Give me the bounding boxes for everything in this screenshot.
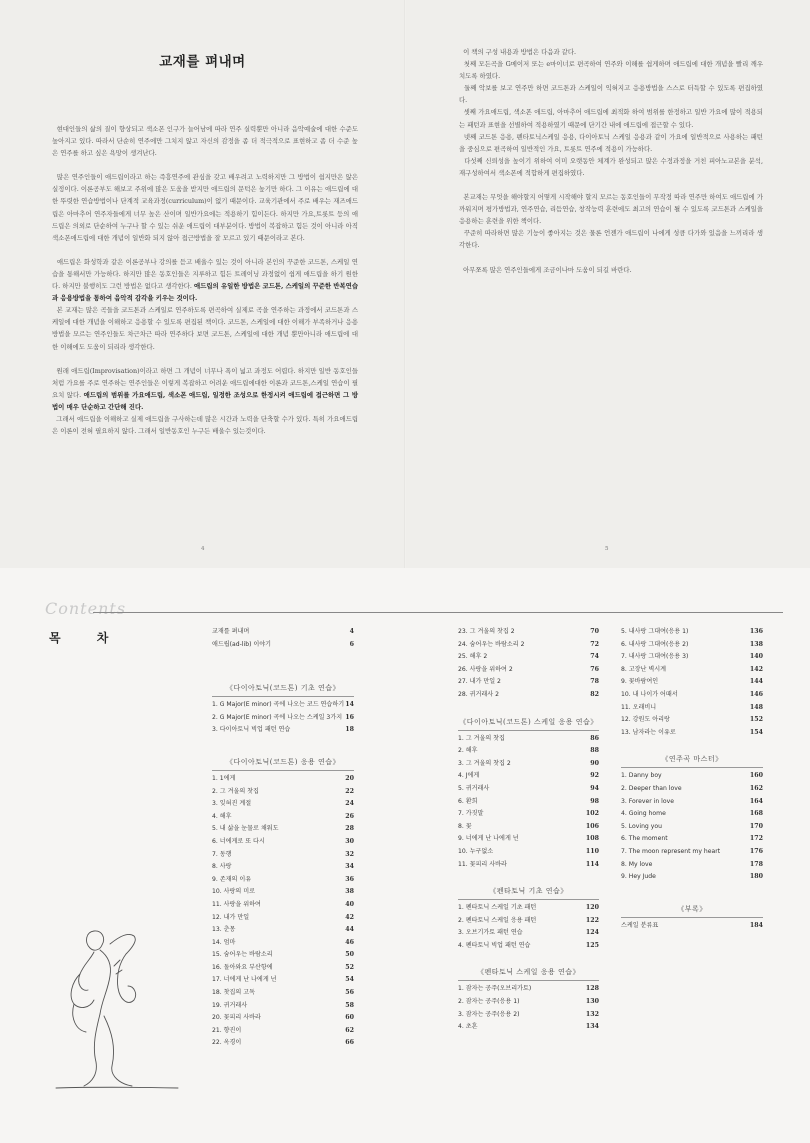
toc-entry-page: 154 [749,728,763,736]
toc-entry-title: 2. 해후 [458,747,478,755]
toc-entry-title: 3. 그 겨울의 찻집 2 [458,759,511,767]
toc-entry[interactable] [621,714,763,727]
saxophone-player-illustration [50,920,180,1090]
toc-column-2 [458,626,599,1034]
toc-entry-page: 60 [345,1014,354,1022]
toc-entry-title: 26. 사랑을 위하여 2 [458,665,513,673]
toc-entry-title: 4. Going home [621,810,666,818]
toc-entry-title: 애드립(ad-lib) 이야기 [212,640,272,648]
toc-entry-title: 14. 엄마 [212,938,236,946]
toc-entry-title: 4. 펜타토닉 빅업 패턴 연습 [458,941,531,949]
toc-entry-title: 1. 그 겨울의 찻집 [458,734,505,742]
toc-entry[interactable] [621,796,763,809]
toc-entry-title: 11. 오래비니 [621,703,657,711]
toc-entry-page: 36 [345,875,354,883]
toc-entry-title: 24. 숨어우는 바람소리 2 [458,640,525,648]
toc-entry-title: 9. Hey Jude [621,873,656,881]
toc-entry[interactable] [212,962,354,975]
toc-spacer [458,871,599,883]
toc-entry[interactable] [458,770,599,783]
toc-entry[interactable] [458,996,599,1009]
toc-entry[interactable] [212,811,354,824]
toc-entry[interactable] [212,899,354,912]
toc-entry-page: 152 [749,716,763,724]
toc-entry-page: 184 [749,921,763,929]
toc-entry[interactable] [212,937,354,950]
toc-section-rule [621,767,763,768]
preface-right-page [405,0,810,568]
toc-entry-page: 144 [749,678,763,686]
toc-entry-title: 7. 내사랑 그대여(응용 3) [621,653,689,661]
toc-entry-page: 52 [345,963,354,971]
toc-spacer [212,737,354,754]
toc-entry[interactable] [458,808,599,821]
toc-entry-page: 140 [749,653,763,661]
toc-entry[interactable] [458,639,599,652]
toc-entry[interactable] [621,639,763,652]
toc-entry-title: 2. 펜타토닉 스케일 응용 패턴 [458,916,537,924]
toc-heading: 목 차 [49,631,125,645]
toc-entry-title: 10. 사랑의 미로 [212,888,255,896]
toc-entry[interactable] [458,758,599,771]
toc-entry-page: 30 [345,837,354,845]
toc-entry-page: 82 [590,690,599,698]
toc-entry-title: 12. 내가 만일 [212,913,250,921]
toc-entry-page: 18 [345,726,354,734]
toc-section-rule [212,696,354,697]
toc-entry-page: 142 [749,665,763,673]
toc-entry-page: 32 [345,850,354,858]
toc-entry-page: 122 [585,916,599,924]
toc-entry-page: 132 [585,1010,599,1018]
toc-entry-page: 16 [345,713,354,721]
toc-entry-title: 19. 귀거래사 [212,1001,248,1009]
toc-entry-title: 7. The moon represent my heart [621,847,721,855]
toc-column-1 [212,626,354,1050]
toc-entry-title: 8. My love [621,860,653,868]
toc-entry-page: 72 [590,640,599,648]
contents-script-heading: Contents [45,599,127,618]
toc-entry[interactable] [621,689,763,702]
toc-entry-page: 66 [345,1039,354,1047]
toc-entry[interactable] [621,664,763,677]
toc-entry[interactable] [458,821,599,834]
toc-entry-title: 9. 존재의 이유 [212,875,252,883]
toc-entry[interactable] [621,651,763,664]
toc-section-title: 《펜타토닉 기초 연습》 [489,887,568,896]
toc-entry-page: 130 [585,998,599,1006]
toc-entry-title: 5. 내 삶을 눈물로 채워도 [212,825,279,833]
toc-entry[interactable] [212,987,354,1000]
toc-entry-page: 38 [345,888,354,896]
toc-entry-title: 1. 1에게 [212,774,236,782]
toc-section-title: 《다이아토닉(코드톤) 응용 연습》 [225,757,341,766]
toc-spacer [458,702,599,714]
toc-entry-title: 4. J에게 [458,772,480,780]
toc-entry-page: 176 [749,847,763,855]
toc-section-title: 《다이아토닉(코드톤) 기초 연습》 [225,684,341,693]
toc-entry[interactable] [458,796,599,809]
toc-entry-page: 42 [345,913,354,921]
preface-left-body [52,123,358,449]
toc-entry-title: 1. Danny boy [621,772,662,780]
toc-entry[interactable] [212,912,354,925]
toc-entry-page: 106 [585,822,599,830]
toc-entry[interactable] [458,664,599,677]
toc-entry[interactable] [458,983,599,996]
toc-entry-title: 3. 오브기가토 패턴 연습 [458,929,523,937]
toc-entry-title: 12. 강원도 아리랑 [621,716,670,724]
toc-entry-title: 28. 귀거래사 2 [458,690,499,698]
toc-entry-title: 3. 잠자는 공주(응용 2) [458,1010,520,1018]
toc-entry-title: 6. 너에게로 또 다시 [212,837,265,845]
toc-entry-page: 88 [590,747,599,755]
toc-entry-title: 4. 초혼 [458,1023,478,1031]
toc-entry-title: 6. 내사랑 그대여(응용 2) [621,640,689,648]
toc-entry-title: 8. 고장난 벽시계 [621,665,667,673]
toc-entry-title: 8. 사랑 [212,863,232,871]
toc-entry[interactable] [212,639,354,652]
toc-entry-page: 20 [345,774,354,782]
toc-entry-title: 4. 해후 [212,812,232,820]
toc-column-3 [621,626,763,932]
toc-entry[interactable] [621,702,763,715]
toc-entry-title: 13. 남자라는 이유로 [621,728,676,736]
toc-entry-title: 3. 다이아토닉 빅업 패턴 연습 [212,726,291,734]
toc-entry-title: 2. G Major(E minor) 곡에 나오는 스케일 3가지 [212,713,343,721]
toc-entry[interactable] [621,783,763,796]
toc-entry-title: 6. The moment [621,835,668,843]
toc-entry-title: 23. 그 겨울의 찻집 2 [458,628,515,635]
toc-entry-page: 46 [345,938,354,946]
toc-entry[interactable] [458,927,599,940]
preface-emphasis: 애드립의 유일한 방법은 코드톤, 스케일의 꾸준한 반복연습과 응용방법을 통하여 음악적 감각을 키우는 것이다. [52,282,359,303]
toc-entry-title: 15. 숨어우는 바람소리 [212,951,273,959]
toc-entry[interactable] [458,940,599,953]
toc-entry[interactable] [458,676,599,689]
toc-section-rule [621,917,763,918]
toc-spacer [621,739,763,751]
toc-entry-title: 5. 내사랑 그대여(응용 1) [621,628,689,635]
toc-entry[interactable] [212,1012,354,1025]
preface-paragraph: 아무쪼록 많은 연주인들에게 조금이나마 도움이 되길 바란다. [459,265,632,274]
toc-entry-page: 108 [585,835,599,843]
toc-entry[interactable] [458,915,599,928]
preface-paragraph: 본교재는 무엇을 해야할지 어떻게 시작해야 할지 모르는 동호인들이 무작정 따라 연주만 하여도 애드립에 가까워지며 평가방법과, 연주연습, 리듬연습, 창작능력 훈련에도 최고의 연습이 될 수 있도록 코드톤과 스케일을 응용하는 훈련을 위한 책이다. 꾸준히 따라하면 많은 기능이 좋아지는 것은 물론 언젠가 애드립이 나에게 성큼 다가와 있음을 느끼리라 생각한다. [459,193,763,250]
preface-paragraph: 원래 애드립(Improvisation)이라고 하면 그 개념이 너무나 폭이 넓고 과정도 어렵다. 하지만 일반 동호인들처럼 가요를 주로 연주하는 연주인들은 이렇게 복잡하고 어려운 애드립에대한 이론과 코드톤,스케일 연습이 필요치 않다. 애드립의 범위를 가요애드립, 색소폰 애드립, 일정한 조성으로 한정시켜 애드립에 접근하면 그 방법이 매우 단순하고 간단해 진다. [52,366,358,411]
toc-entry-title: 9. 꽃바람여인 [621,678,659,686]
toc-entry-page: 56 [345,989,354,997]
toc-entry-page: 70 [590,628,599,635]
toc-entry-page: 178 [749,860,763,868]
toc-entry-title: 스케일 분류표 [621,921,659,929]
toc-entry-page: 146 [749,690,763,698]
toc-entry-title: 11. 사랑을 위하여 [212,900,261,908]
toc-entry-title: 16. 돌아와요 부산항에 [212,963,273,971]
toc-entry-page: 50 [345,951,354,959]
contents-rule [93,612,783,613]
toc-entry-page: 120 [585,904,599,912]
toc-section-title: 《다이아토닉(코드톤) 스케일 응용 연습》 [459,717,598,726]
toc-entry-page: 125 [585,941,599,949]
toc-entry-title: 5. 귀거래사 [458,784,490,792]
page-number-left: 4 [201,546,205,552]
toc-entry[interactable] [458,833,599,846]
toc-entry-page: 62 [345,1026,354,1034]
preface-paragraph: 본 교재는 많은 곡들을 코드톤과 스케일로 연주하도록 편곡하여 실제로 곡을 연주하는 과정에서 코드톤과 스케일에 대한 개념을 이해하고 응용할 수 있도록 편집된 책이다. 코드톤, 스케일에 대한 이해가 부족하거나 응용방법을 모르는 연주인들도 차근차근 따라 연주하다 보면 코드톤, 스케일에 대한 개념 뿐만아니라 애드립에 대한 이해에도 도움이 되리라 생각한다. [52,306,358,351]
toc-entry[interactable] [212,823,354,836]
toc-section-title: 《펜타토닉 스케일 응용 연습》 [476,968,581,977]
toc-entry[interactable] [212,974,354,987]
toc-section-rule [458,980,599,981]
toc-entry-title: 2. Deeper than love [621,784,682,792]
toc-entry-title: 21. 향진이 [212,1026,242,1034]
toc-entry-page: 124 [585,929,599,937]
toc-entry-page: 102 [585,810,599,818]
toc-entry[interactable] [458,733,599,746]
page-number-right: 5 [605,546,609,552]
toc-entry[interactable] [212,626,354,639]
toc-entry-page: 160 [749,772,763,780]
toc-entry-page: 136 [749,628,763,635]
toc-entry[interactable] [621,871,763,884]
toc-section-rule [458,730,599,731]
toc-section-title: 《부록》 [677,904,707,913]
toc-entry-title: 7. 동행 [212,850,232,858]
toc-entry[interactable] [212,773,354,786]
toc-entry-page: 164 [749,797,763,805]
toc-entry[interactable] [621,821,763,834]
preface-title: 교재를 펴내며 [159,54,246,70]
toc-entry[interactable] [212,886,354,899]
toc-entry[interactable] [212,836,354,849]
toc-entry[interactable] [212,849,354,862]
toc-spacer [212,668,354,680]
toc-entry-page: 114 [585,860,599,868]
toc-entry-title: 17. 너에게 난 나에게 넌 [212,976,277,984]
toc-entry-page: 168 [749,810,763,818]
toc-spacer [458,952,599,964]
preface-paragraph: 이 책의 구성 내용과 방법은 다음과 같다. 첫째 모든곡을 G메이저 또는 e마이너로 편곡하여 연주와 이해를 쉽게하며 애드립에 대한 개념을 빨리 깨우치도록 하였다. 둘째 악보를 보고 연주만 하면 코드톤과 스케일이 익혀지고 응용방법을 스스로 터득할 수 있도록 편집하였다. 셋째 가요애드립, 색소폰 애드립, 아마추어 애드립에 최적화 하여 범위를 한정하고 일반 가요에 많이 적용되는 패턴과 표현을 선별하여 적용하였기 때문에 단기간 내에 애드립에 접근할 수 있다. 넷째 코드톤 응용, 펜타토닉스케일 응용, 다이아토닉 스케일 응용과 같이 가요에 일반적으로 사용하는 패턴을 중심으로 편곡하여 일반적인 가요, 트롯트 연주에 적용이 가능하다. 다섯째 신뢰성을 높이기 위하여 이미 오랫동안 체계가 완성되고 많은 수정과정을 거친 피아노교본을 분석, 재구성하여서 색소폰에 적합하게 편집하였다. [459,48,763,177]
toc-entry-page: 14 [345,701,354,709]
toc-entry[interactable] [212,1037,354,1050]
toc-entry-page: 170 [749,822,763,830]
toc-entry-page: 4 [349,628,354,635]
toc-entry-page: 58 [345,1001,354,1009]
toc-entry[interactable] [458,745,599,758]
toc-entry-page: 86 [590,734,599,742]
toc-spacer [621,884,763,901]
toc-entry[interactable] [621,727,763,740]
toc-entry-title: 22. 옥경이 [212,1039,242,1047]
toc-entry-page: 28 [345,825,354,833]
toc-section-rule [212,770,354,771]
preface-paragraph: 그래서 애드립을 이해하고 실제 애드립을 구사하는데 많은 시간과 노력을 단축할 수가 있다. 특히 가요애드립은 이론이 전혀 필요하지 않다. 그래서 일반동호인 누구든 배울수 있는것이다. [52,414,358,436]
toc-entry-page: 22 [345,787,354,795]
toc-entry-page: 40 [345,900,354,908]
preface-paragraph: 현대인들의 삶의 질이 향상되고 색소폰 인구가 늘어남에 따라 연주 실력뿐만 아니라 음악예술에 대한 수준도 높아지고 있다. 따라서 단순히 연주에만 그치지 않고 자신의 감정을 좀 더 적극적으로 표현하고 좀 더 수준 높은 연주를 하고 싶은 욕망이 생겨난다. [52,125,358,158]
toc-entry-page: 54 [345,976,354,984]
toc-entry-title: 교재를 펴내며 [212,628,250,635]
toc-entry-page: 134 [585,1023,599,1031]
toc-entry-page: 78 [590,678,599,686]
toc-entry[interactable] [621,676,763,689]
toc-entry-page: 94 [590,784,599,792]
toc-entry[interactable] [212,712,354,725]
toc-entry[interactable] [212,924,354,937]
toc-entry[interactable] [212,724,354,737]
toc-section-rule [458,899,599,900]
toc-entry[interactable] [621,626,763,639]
toc-entry-page: 162 [749,784,763,792]
preface-right-body [459,46,763,288]
toc-entry-title: 20. 꽃피리 사바라 [212,1014,261,1022]
toc-entry-page: 74 [590,653,599,661]
toc-entry-title: 9. 너에게 난 나에게 넌 [458,835,519,843]
toc-entry[interactable] [212,874,354,887]
toc-entry[interactable] [458,783,599,796]
preface-emphasis: 애드립의 범위를 가요애드립, 색소폰 애드립, 일정한 조성으로 한정시켜 애드립에 접근하면 그 방법이 매우 단순하고 간단해 진다. [52,390,358,411]
toc-entry[interactable] [458,902,599,915]
toc-entry[interactable] [212,1000,354,1013]
toc-entry-title: 10. 누구없소 [458,847,494,855]
toc-entry-title: 1. 잠자는 공주(오브리가토) [458,985,532,993]
toc-entry[interactable] [212,949,354,962]
toc-entry-title: 2. 잠자는 공주(응용 1) [458,998,520,1006]
toc-entry[interactable] [212,798,354,811]
toc-entry-page: 76 [590,665,599,673]
toc-entry[interactable] [212,699,354,712]
toc-entry-title: 1. G Major(E minor) 곡에 나오는 코드 연습하기 [212,701,345,709]
toc-entry-page: 138 [749,640,763,648]
toc-entry[interactable] [458,859,599,872]
toc-section-title: 《연주곡 마스터》 [661,755,723,764]
toc-entry[interactable] [621,833,763,846]
toc-entry-page: 148 [749,703,763,711]
toc-entry-page: 92 [590,772,599,780]
toc-entry[interactable] [621,770,763,783]
toc-entry-title: 8. 꽃 [458,822,472,830]
toc-entry-title: 10. 내 나이가 어때서 [621,690,678,698]
toc-entry-page: 24 [345,800,354,808]
toc-entry-title: 18. 찻집의 고독 [212,989,255,997]
toc-entry-title: 11. 꽃피리 사바라 [458,860,507,868]
toc-entry[interactable] [621,920,763,933]
toc-entry-title: 2. 그 겨울의 찻집 [212,787,259,795]
toc-entry-title: 6. 환희 [458,797,478,805]
toc-entry[interactable] [212,1025,354,1038]
toc-entry-title: 1. 펜타토닉 스케일 기초 패턴 [458,904,537,912]
toc-entry-page: 90 [590,759,599,767]
preface-paragraph: 애드립은 화성학과 같은 이론공부나 강의를 듣고 배울수 있는 것이 아니라 본인의 꾸준한 코드톤, 스케일 연습을 통해서만 가능하다. 하지만 많은 동호인들은 지루하고 힘든 트레이닝 과정없이 쉽게 애드립을 하기 원한다. 하지만 불행히도 그런 방법은 없다고 생각한다. 애드립의 유일한 방법은 코드톤, 스케일의 꾸준한 반복연습과 응용방법을 통하여 음악적 감각을 키우는 것이다. [52,257,359,303]
toc-entry-title: 5. Loving you [621,822,662,830]
toc-entry[interactable] [458,1021,599,1034]
toc-entry[interactable] [458,651,599,664]
toc-entry[interactable] [621,808,763,821]
toc-entry-title: 3. Forever in love [621,797,674,805]
preface-spread [0,0,810,568]
toc-entry-page: 110 [585,847,599,855]
toc-entry-title: 7. 가짓말 [458,810,484,818]
toc-entry[interactable] [621,859,763,872]
toc-entry[interactable] [212,786,354,799]
toc-entry-title: 25. 해후 2 [458,653,488,661]
toc-entry-title: 27. 내가 만일 2 [458,678,501,686]
toc-entry-page: 172 [749,835,763,843]
toc-entry[interactable] [458,1009,599,1022]
preface-left-page [0,0,405,568]
toc-entry[interactable] [621,846,763,859]
toc-entry[interactable] [458,626,599,639]
toc-spacer [212,651,354,668]
preface-paragraph: 많은 연주인들이 애드립이라고 하는 즉흥연주에 관심을 갖고 배우려고 노력하지만 그 방법이 쉽지만은 않은 실정이다. 이론공부도 해보고 주위에 많은 도움을 받지만 애드립의 문턱은 높기만 하다. 그 이유는 애드립에 대한 뚜렷한 연습방법이나 단계적 교육과정(curriculum)이 없기 때문이다. 교육기관에서 주로 배우는 재즈애드립은 아마추어 연주자들에게 너무 높은 산이며 일반가요에는 적용하기 힘이든다. 하지만 가요,트롯트 등의 애드립은 의외로 단순하여 누구나 할 수 있는 쉬운 애드립이 대부분이다. 방법이 복잡하고 힘든 것이 아니라 아직 색소폰애드립에 대한 개념이 일반화 되지 않아 접근방법을 잘 모르고 있기 때문이라고 본다. [52,173,358,242]
toc-entry-title: 3. 잊혀진 계절 [212,800,252,808]
toc-entry-page: 44 [345,926,354,934]
toc-entry-page: 98 [590,797,599,805]
toc-entry-title: 13. 춘몽 [212,926,236,934]
toc-entry[interactable] [458,689,599,702]
toc-entry[interactable] [458,846,599,859]
toc-entry-page: 34 [345,863,354,871]
toc-entry-page: 128 [585,985,599,993]
toc-entry-page: 180 [749,873,763,881]
toc-entry-page: 6 [349,640,354,648]
toc-entry[interactable] [212,861,354,874]
toc-entry-page: 26 [345,812,354,820]
